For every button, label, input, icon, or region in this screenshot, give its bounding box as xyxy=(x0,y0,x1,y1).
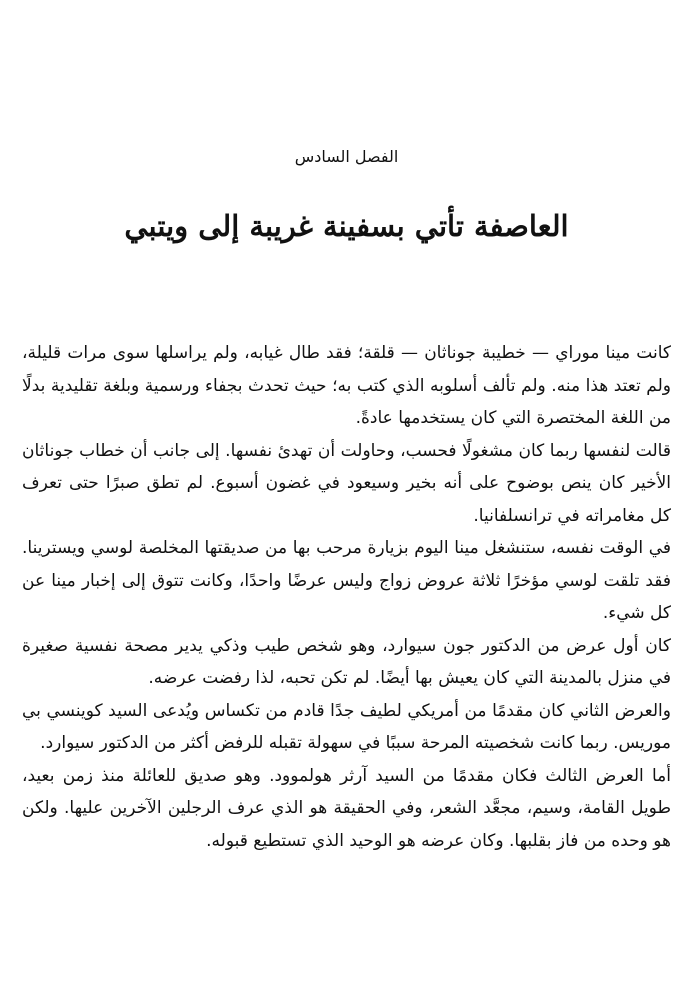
paragraph: أما العرض الثالث فكان مقدمًا من السيد آرثر هولموود. وهو صديق للعائلة منذ زمن بعيد، طويل القامة، وسيم، مجعَّد الشعر، وفي الحقيقة هو الذي عرف الرجلين الآخرين عليها. ولكن هو وحده من فاز بقلبها. وكان عرضه هو الوحيد الذي تستطيع قبوله. xyxy=(22,765,671,851)
paragraph: والعرض الثاني كان مقدمًا من أمريكي لطيف جدًا قادم من تكساس ويُدعى السيد كوينسي بي موريس. ربما كانت شخصيته المرحة سببًا في سهولة تقبله للرفض أكثر من الدكتور سيوارد. xyxy=(22,700,671,753)
paragraph: كانت مينا موراي — خطيبة جوناثان — قلقة؛ فقد طال غيابه، ولم يراسلها سوى مرات قليلة، ولم تعتد هذا منه. ولم تألف أسلوبه الذي كتب به؛ حيث تحدث بجفاء ورسمية وبلغة تقليدية بدلًا من اللغة المختصرة التي كان يستخدمها عادةً. xyxy=(22,343,671,428)
chapter-number: الفصل السادس xyxy=(294,147,399,166)
chapter-title: العاصفة تأتي بسفينة غريبة إلى ويتبي xyxy=(124,209,569,243)
chapter-body xyxy=(22,337,671,857)
paragraph: في الوقت نفسه، ستنشغل مينا اليوم بزيارة مرحب بها من صديقتها المخلصة لوسي ويسترينا. فقد تلقت لوسي مؤخرًا ثلاثة عروض زواج وليس عرضًا واحدًا، وكانت تتوق إلى إخبار مينا عن كل شيء. xyxy=(22,538,671,623)
paragraph: كان أول عرض من الدكتور جون سيوارد، وهو شخص طيب وذكي يدير مصحة نفسية صغيرة في منزل بالمدينة التي كان يعيش بها أيضًا. لم تكن تحبه، لذا رفضت عرضه. xyxy=(22,635,671,688)
paragraph: قالت لنفسها ربما كان مشغولًا فحسب، وحاولت أن تهدئ نفسها. إلى جانب أن خطاب جوناثان الأخير كان ينص بوضوح على أنه بخير وسيعود في غضون أسبوع. لم تطق صبرًا حتى تعرف كل مغامراته في ترانسلفانيا. xyxy=(22,440,671,526)
